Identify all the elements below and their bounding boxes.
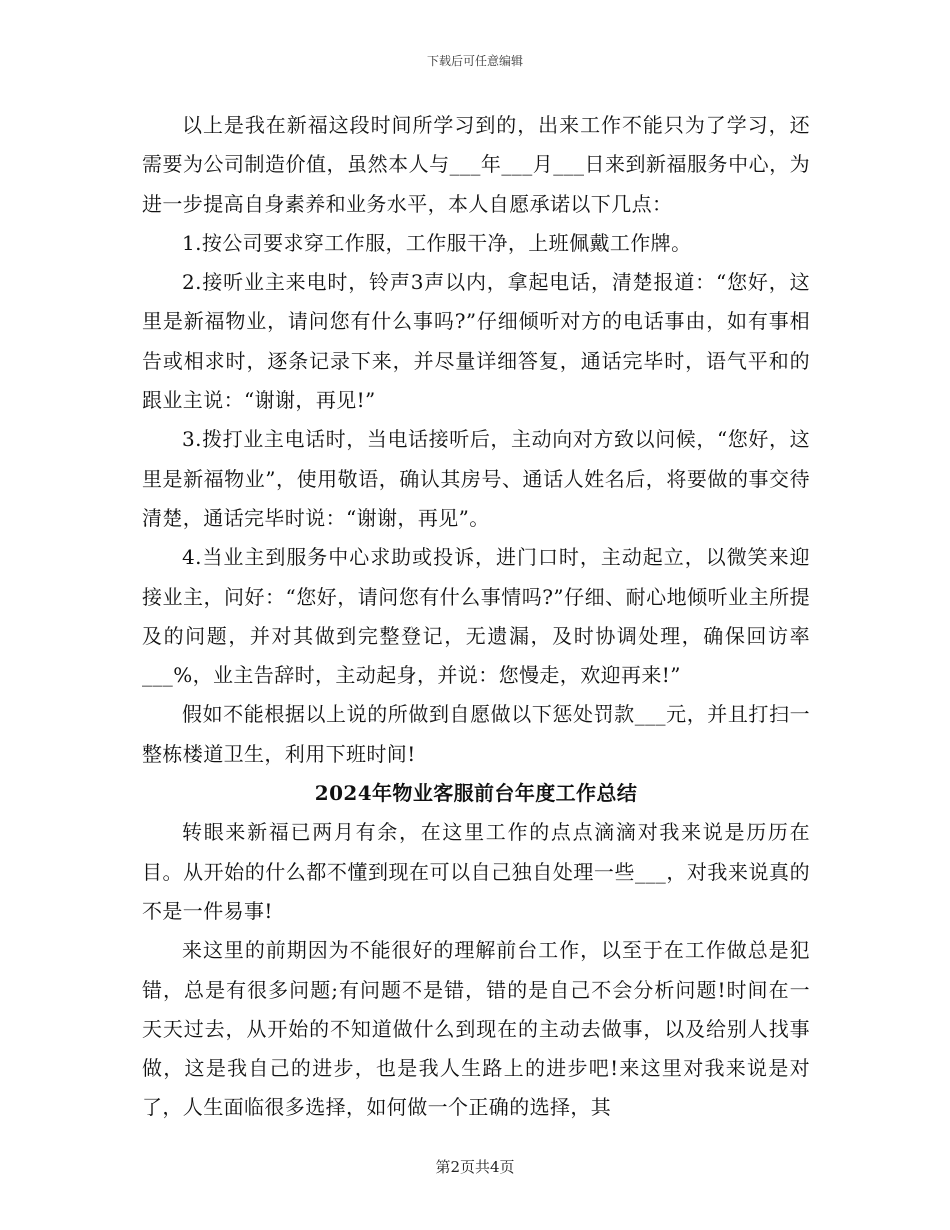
body-paragraph: 2.接听业主来电时，铃声3声以内，拿起电话，清楚报道：“您好，这里是新福物业，请问您有什么事吗?”仔细倾听对方的电话事由，如有事相告或相求时，逐条记录下来，并尽量详细答复，通话完毕时，语气平和的跟业主说：“谢谢，再见!” xyxy=(142,270,810,413)
body-paragraph: 1.按公司要求穿工作服，工作服干净，上班佩戴工作牌。 xyxy=(182,230,692,255)
page-number: 第2页共4页 xyxy=(435,1158,515,1176)
body-paragraph: 以上是我在新福这段时间所学习到的，出来工作不能只为了学习，还需要为公司制造价值，虽然本人与___年___月___日来到新福服务中心，为进一步提高自身素养和业务水平，本人自愿承诺以下几点： xyxy=(142,113,810,216)
body-paragraph: 4.当业主到服务中心求助或投诉，进门口时，主动起立，以微笑来迎接业主，问好：“您好，请问您有什么事情吗?”仔细、耐心地倾听业主所提及的问题，并对其做到完整登记，无遗漏，及时协调处理，确保回访率___%，业主告辞时，主动起身，并说：您慢走，欢迎再来!” xyxy=(142,545,810,688)
section-paragraph: 转眼来新福已两月有余，在这里工作的点点滴滴对我来说是历历在目。从开始的什么都不懂到现在可以自己独自处理一些___，对我来说真的不是一件易事! xyxy=(142,820,810,923)
section-title: 2024年物业客服前台年度工作总结 xyxy=(314,781,638,806)
document-body xyxy=(142,106,810,1128)
body-paragraph: 假如不能根据以上说的所做到自愿做以下惩处罚款___元，并且打扫一整栋楼道卫生，利用下班时间! xyxy=(142,702,810,766)
page-header-note: 下载后可任意编辑 xyxy=(426,54,523,68)
body-paragraph: 3.拨打业主电话时，当电话接听后，主动向对方致以问候，“您好，这里是新福物业”，使用敬语，确认其房号、通话人姓名后，将要做的事交待清楚，通话完毕时说：“谢谢，再见”。 xyxy=(142,427,810,530)
section-paragraph: 来这里的前期因为不能很好的理解前台工作，以至于在工作做总是犯错，总是有很多问题;有问题不是错，错的是自己不会分析问题!时间在一天天过去，从开始的不知道做什么到现在的主动去做事，以及给别人找事做，这是我自己的进步，也是我人生路上的进步吧!来这里对我来说是对了，人生面临很多选择，如何做一个正确的选择，其 xyxy=(142,938,810,1120)
